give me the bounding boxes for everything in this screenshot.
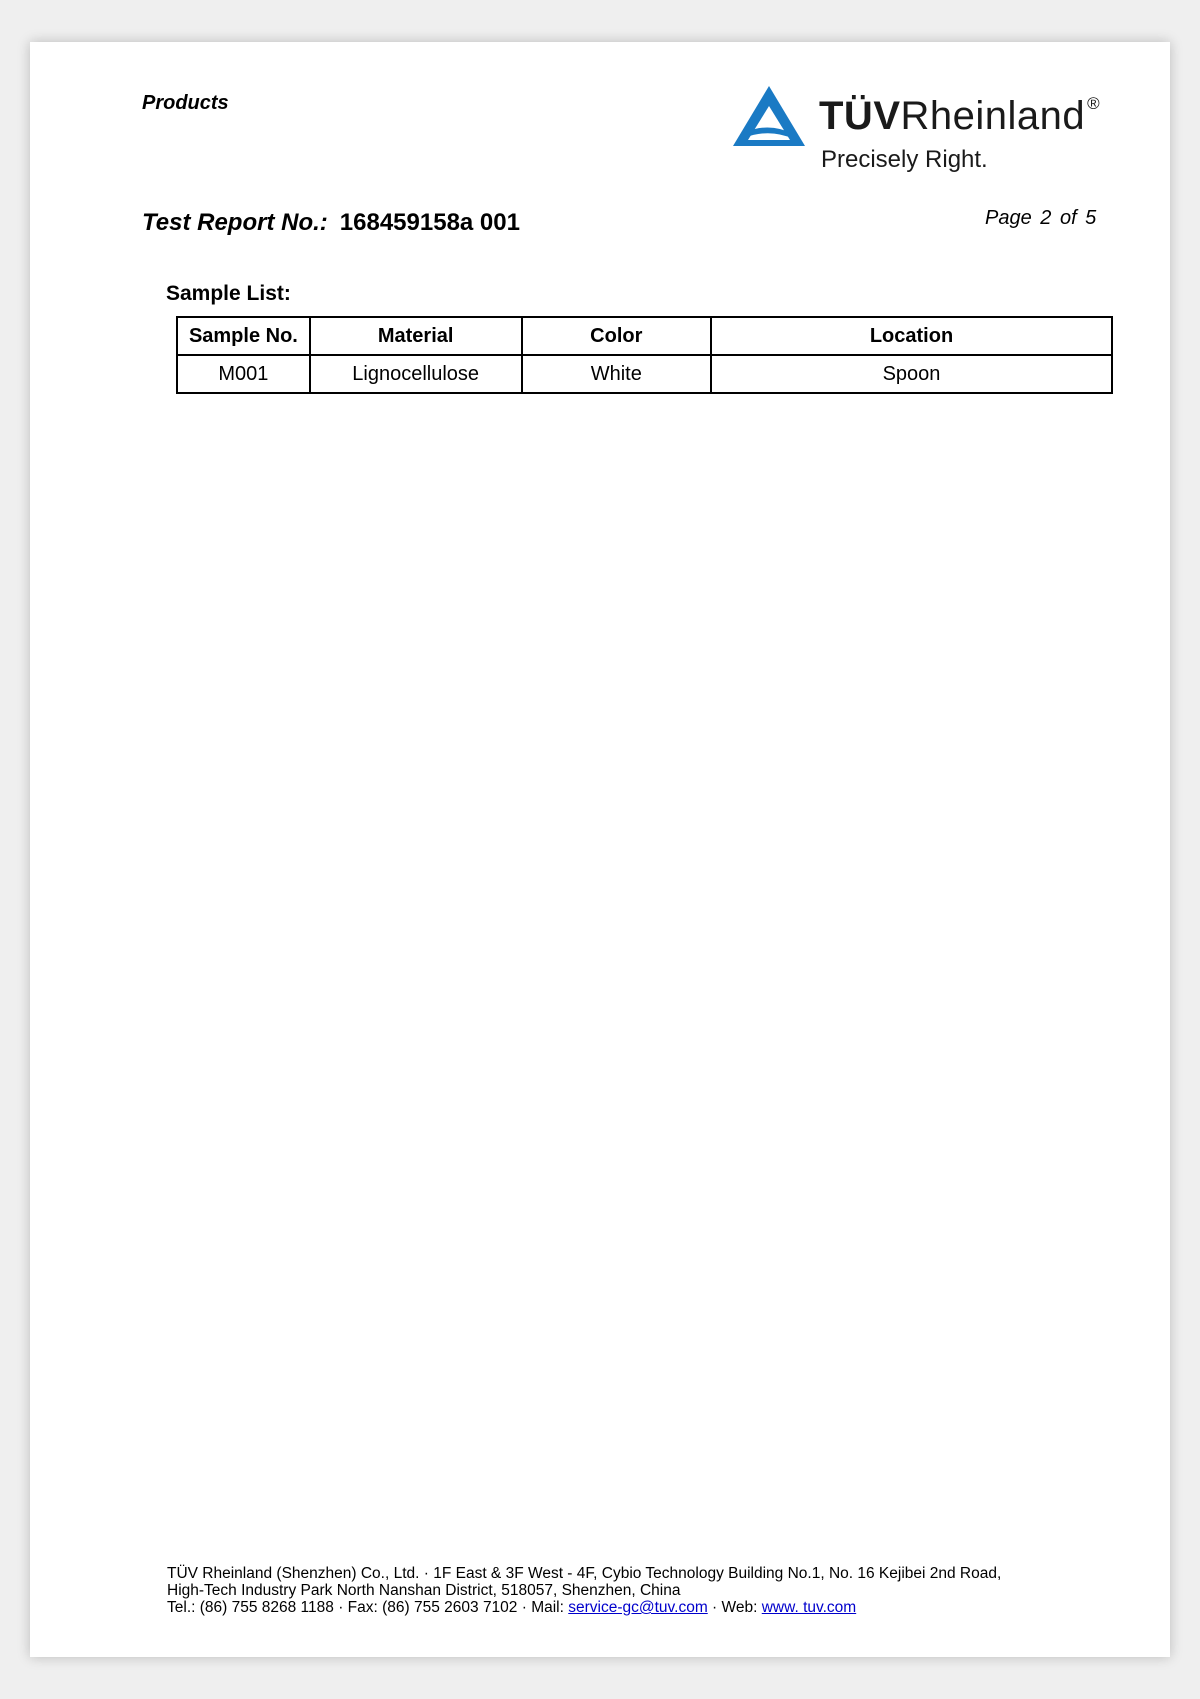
brand-name: TÜVRheinland ® (819, 94, 1101, 138)
report-number: 168459158a 001 (339, 209, 520, 236)
table-header-row (177, 317, 1112, 355)
column-header-material: Material (310, 317, 522, 355)
column-header-location: Location (711, 317, 1112, 355)
table-row (177, 355, 1112, 393)
column-header-color: Color (522, 317, 712, 355)
brand-tagline: Precisely Right. (821, 146, 988, 173)
cell-sample-no: M001 (177, 355, 310, 393)
web-link[interactable]: www. tuv.com (761, 1599, 857, 1616)
products-label: Products (142, 92, 229, 114)
footer-address (167, 1565, 1001, 1616)
column-header-sample-no: Sample No. (177, 317, 310, 355)
footer-line-1: TÜV Rheinland (Shenzhen) Co., Ltd. · 1F East & 3F West - 4F, Cybio Technology Building No.1, No. 16 Kejibei 2nd Road, (167, 1565, 1002, 1582)
sample-list-title: Sample List: (166, 282, 291, 305)
cell-location: Spoon (711, 355, 1112, 393)
triangle-logo-icon (730, 82, 808, 154)
report-label: Test Report No.: (142, 209, 328, 236)
cell-material: Lignocellulose (310, 355, 522, 393)
tuv-rheinland-logo (730, 82, 1120, 182)
page-number: Page 2 of 5 (985, 207, 1097, 229)
sample-table (176, 316, 1113, 394)
email-link[interactable]: service-gc@tuv.com (568, 1599, 708, 1616)
cell-color: White (522, 355, 712, 393)
report-number-line (142, 209, 520, 237)
footer-line-2: High-Tech Industry Park North Nanshan District, 518057, Shenzhen, China (167, 1582, 681, 1599)
footer-line-3: Tel.: (86) 755 8268 1188 · Fax: (86) 755 2603 7102 · Mail: service-gc@tuv.com · Web: www. tuv.com (167, 1599, 857, 1616)
document-page (30, 42, 1170, 1657)
